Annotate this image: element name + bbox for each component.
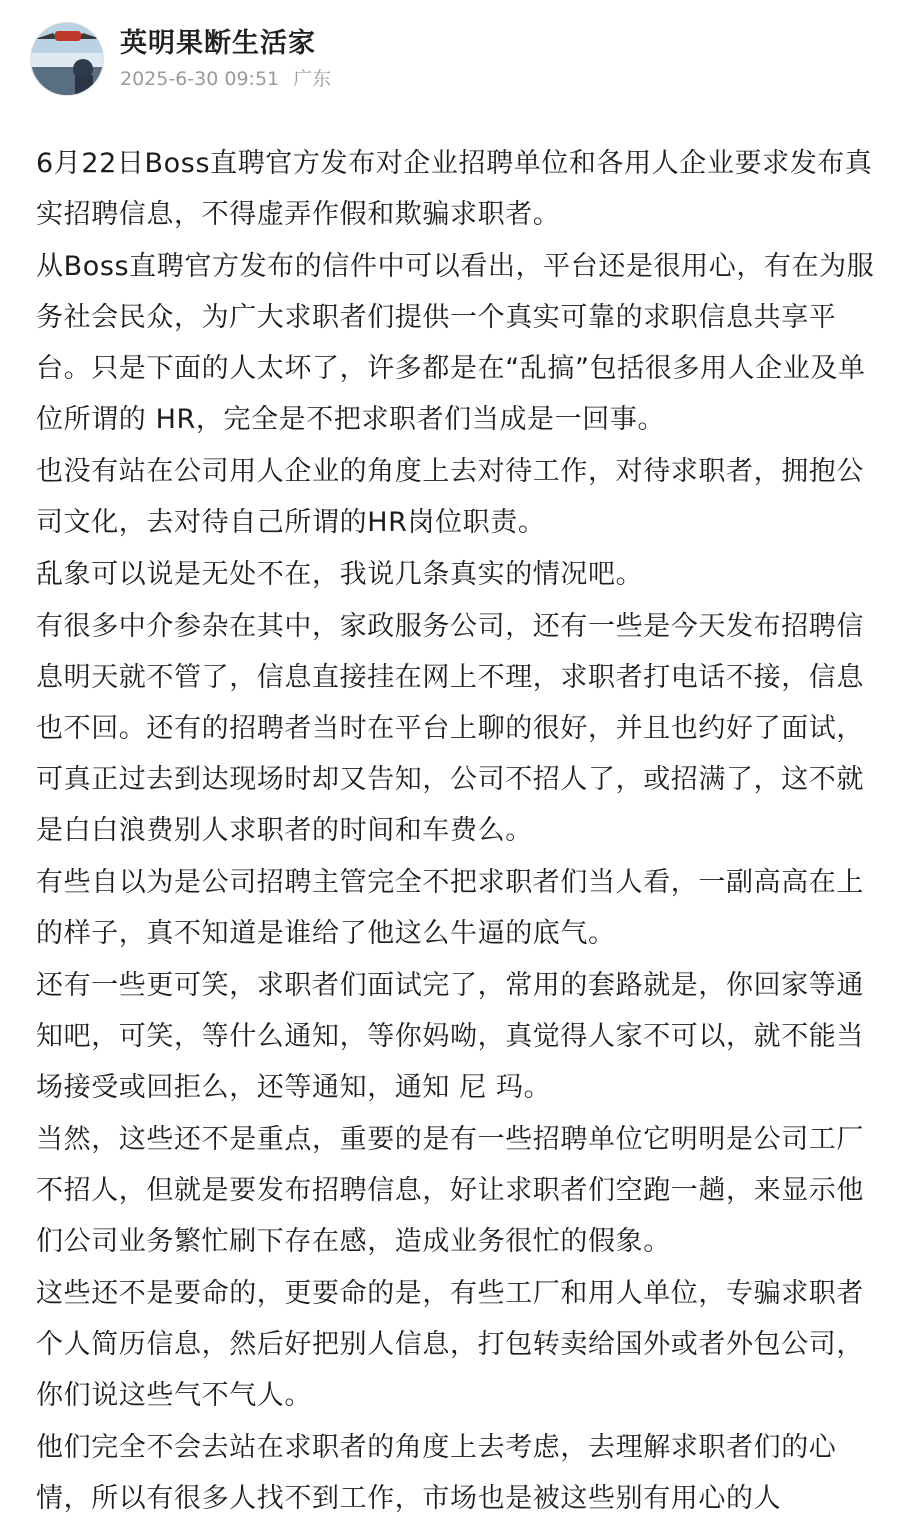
paragraph: 还有一些更可笑，求职者们面试完了，常用的套路就是，你回家等通知吧，可笑，等什么通知，等你妈呦，真觉得人家不可以，就不能当场接受或回拒么，还等通知，通知 尼 玛。 xyxy=(36,970,864,1103)
paragraph: 乱象可以说是无处不在，我说几条真实的情况吧。 xyxy=(36,559,644,590)
author-block xyxy=(120,27,331,91)
paragraph: 从Boss直聘官方发布的信件中可以看出，平台还是很用心，有在为服务社会民众，为广大求职者们提供一个真实可靠的求职信息共享平台。只是下面的人太坏了，许多都是在“乱搞”包括很多用人企业及单位所谓的 HR，完全是不把求职者们当成是一回事。 xyxy=(36,251,875,435)
paragraph: 当然，这些还不是重点，重要的是有一些招聘单位它明明是公司工厂不招人，但就是要发布招聘信息，好让求职者们空跑一趟，来显示他们公司业务繁忙刷下存在感，造成业务很忙的假象。 xyxy=(36,1124,864,1257)
author-name[interactable]: 英明果断生活家 xyxy=(120,28,316,59)
paragraph: 有很多中介参杂在其中，家政服务公司，还有一些是今天发布招聘信息明天就不管了，信息直接挂在网上不理，求职者打电话不接，信息也不回。还有的招聘者当时在平台上聊的很好，并且也约好了面试，可真正过去到达现场时却又告知，公司不招人了，或招满了，这不就是白白浪费别人求职者的时间和车费么。 xyxy=(36,611,864,846)
avatar-image xyxy=(31,23,103,95)
post-header xyxy=(30,16,331,102)
avatar[interactable] xyxy=(30,22,104,96)
paragraph: 他们完全不会去站在求职者的角度上去考虑，去理解求职者们的心情，所以有很多人找不到工作，市场也是被这些别有用心的人 xyxy=(36,1432,837,1514)
post-timestamp: 2025-6-30 09:51 xyxy=(120,68,280,90)
paragraph: 有些自以为是公司招聘主管完全不把求职者们当人看，一副高高在上的样子，真不知道是谁给了他这么牛逼的底气。 xyxy=(36,867,864,949)
paragraph: 6月22日Boss直聘官方发布对企业招聘单位和各用人企业要求发布真实招聘信息，不得虚弄作假和欺骗求职者。 xyxy=(36,148,873,230)
post-meta xyxy=(120,67,331,91)
post-location: 广东 xyxy=(293,68,332,90)
paragraph: 也没有站在公司用人企业的角度上去对待工作，对待求职者，拥抱公司文化，去对待自己所谓的HR岗位职责。 xyxy=(36,456,864,538)
post-body xyxy=(36,138,882,1525)
paragraph: 这些还不是要命的，更要命的是，有些工厂和用人单位，专骗求职者个人简历信息，然后好把别人信息，打包转卖给国外或者外包公司，你们说这些气不气人。 xyxy=(36,1278,864,1411)
